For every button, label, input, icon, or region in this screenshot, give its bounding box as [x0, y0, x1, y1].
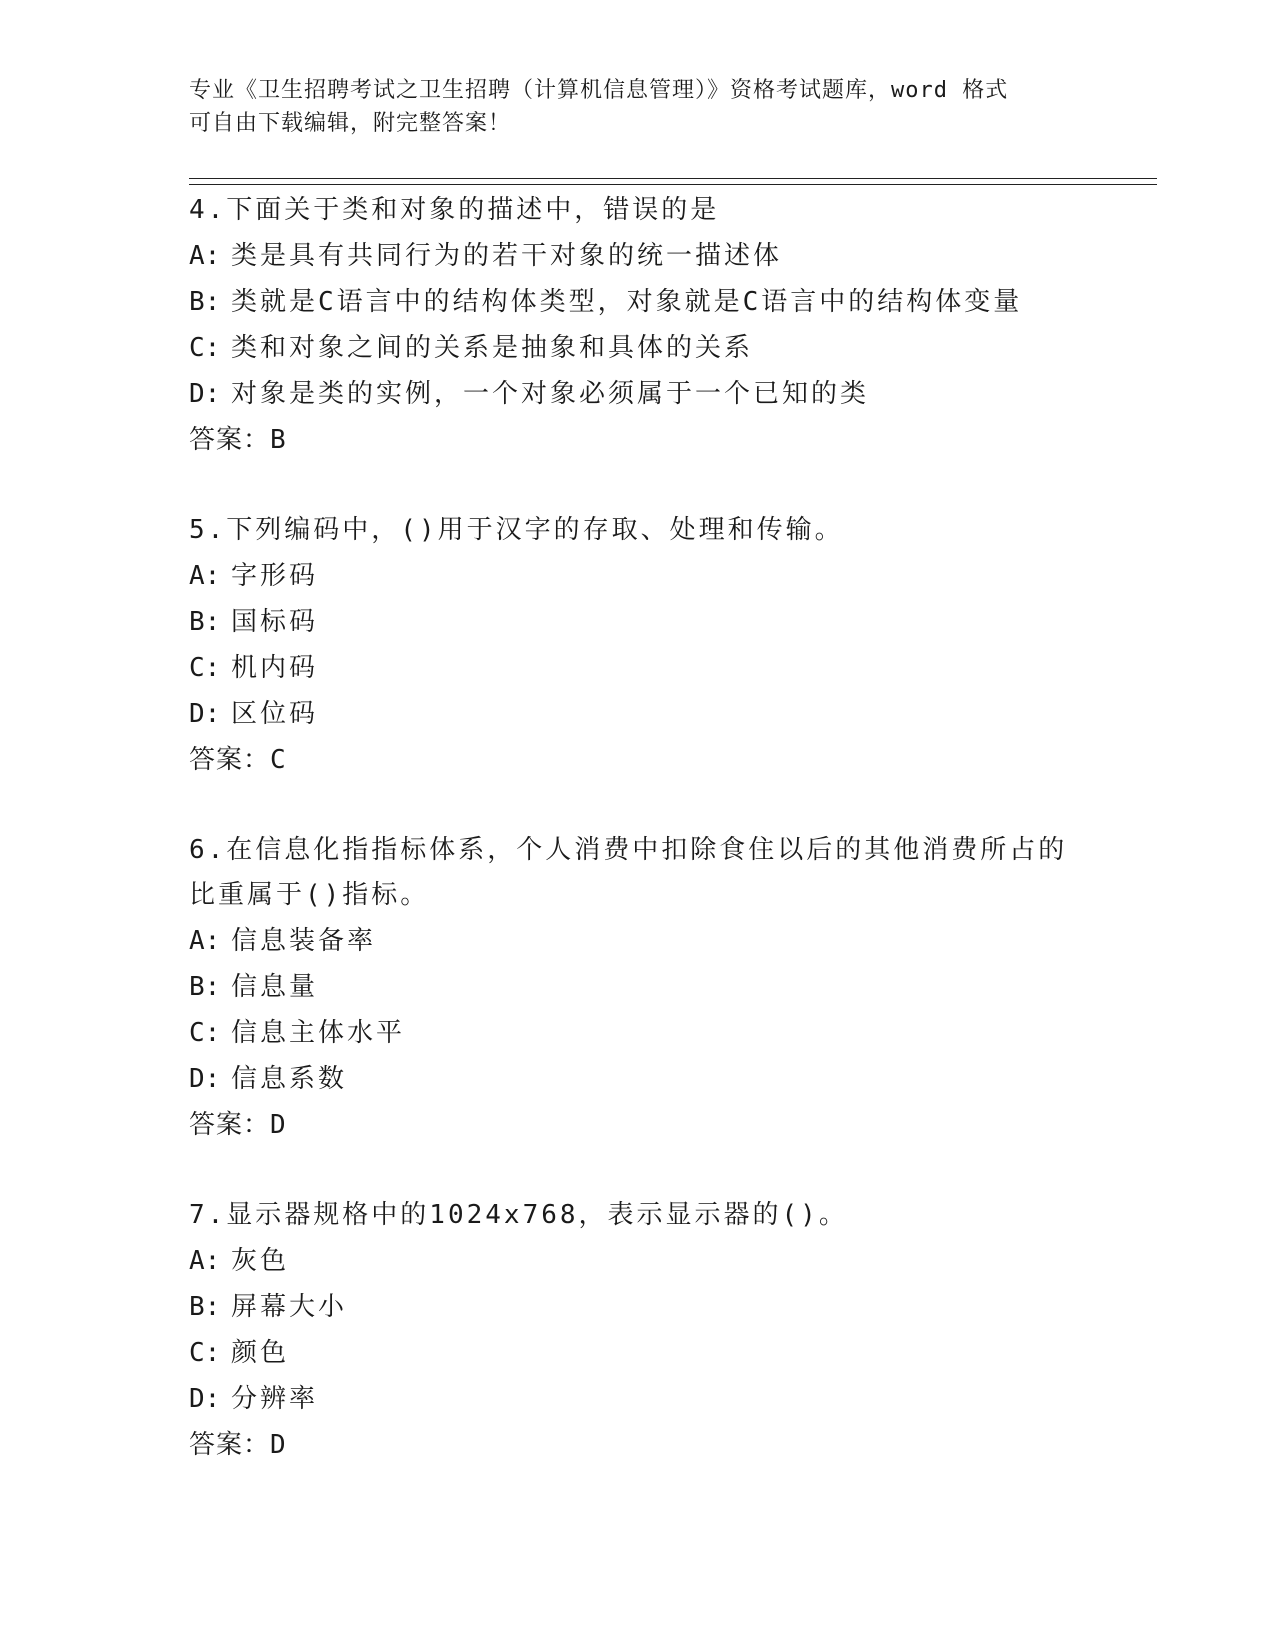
option-text: 信息主体水平: [231, 1018, 406, 1048]
answer-value: D: [270, 1110, 287, 1140]
answer-label: 答案：: [189, 425, 271, 455]
option-c: [189, 325, 1149, 371]
answer-line: [189, 1422, 1149, 1468]
option-a: [189, 1238, 1149, 1284]
option-text: 机内码: [231, 653, 319, 683]
question-stem: [189, 188, 1149, 233]
option-key: C:: [189, 333, 221, 363]
stem-line: 6.在信息化指指标体系，个人消费中扣除食住以后的其他消费所占的: [189, 835, 1068, 865]
answer-label: 答案：: [189, 745, 271, 775]
option-d: [189, 1056, 1149, 1102]
option-a: [189, 553, 1149, 599]
option-key: C:: [189, 1338, 221, 1368]
option-text: 国标码: [231, 607, 319, 637]
document-header: [189, 74, 1089, 140]
option-key: A:: [189, 241, 221, 271]
answer-line: [189, 1102, 1149, 1148]
answer-value: C: [270, 745, 287, 775]
answer-line: [189, 417, 1149, 463]
option-text: 灰色: [231, 1246, 290, 1276]
stem-line: 比重属于()指标。: [189, 880, 430, 910]
option-text: 信息系数: [231, 1064, 348, 1094]
question-stem: [189, 508, 1149, 553]
option-d: [189, 371, 1149, 417]
header-divider-bottom: [189, 184, 1157, 185]
option-text: 类就是C语言中的结构体类型，对象就是C语言中的结构体变量: [231, 287, 1023, 317]
answer-line: [189, 737, 1149, 783]
option-d: [189, 691, 1149, 737]
question-5: [189, 508, 1149, 783]
option-b: [189, 279, 1149, 325]
question-4: [189, 188, 1149, 463]
question-6: [189, 828, 1149, 1148]
option-key: B:: [189, 607, 221, 637]
stem-line: 5.下列编码中，()用于汉字的存取、处理和传输。: [189, 515, 844, 545]
header-line-1: 专业《卫生招聘考试之卫生招聘（计算机信息管理）》资格考试题库，word 格式: [189, 78, 1009, 103]
option-text: 类是具有共同行为的若干对象的统一描述体: [231, 241, 783, 271]
option-key: D:: [189, 699, 221, 729]
option-key: D:: [189, 379, 221, 409]
answer-value: B: [270, 425, 287, 455]
header-line-2: 可自由下载编辑，附完整答案！: [189, 111, 512, 136]
answer-label: 答案：: [189, 1110, 271, 1140]
option-key: A:: [189, 1246, 221, 1276]
question-stem: [189, 828, 1149, 918]
option-b: [189, 1284, 1149, 1330]
question-stem: [189, 1193, 1149, 1238]
option-key: B:: [189, 972, 221, 1002]
option-text: 区位码: [231, 699, 319, 729]
option-c: [189, 1010, 1149, 1056]
question-7: [189, 1193, 1149, 1468]
option-b: [189, 964, 1149, 1010]
option-key: D:: [189, 1064, 221, 1094]
header-divider-top: [189, 178, 1157, 179]
option-c: [189, 645, 1149, 691]
answer-value: D: [270, 1430, 287, 1460]
option-b: [189, 599, 1149, 645]
question-spacer: [189, 1148, 1149, 1193]
question-list: [189, 188, 1149, 1468]
option-a: [189, 918, 1149, 964]
option-text: 信息量: [231, 972, 319, 1002]
option-key: A:: [189, 926, 221, 956]
option-key: D:: [189, 1384, 221, 1414]
stem-line: 7.显示器规格中的1024x768，表示显示器的()。: [189, 1200, 848, 1230]
option-key: A:: [189, 561, 221, 591]
option-text: 对象是类的实例，一个对象必须属于一个已知的类: [231, 379, 870, 409]
option-key: B:: [189, 287, 221, 317]
option-text: 屏幕大小: [231, 1292, 348, 1322]
question-spacer: [189, 463, 1149, 508]
option-d: [189, 1376, 1149, 1422]
option-a: [189, 233, 1149, 279]
stem-line: 4.下面关于类和对象的描述中，错误的是: [189, 195, 720, 225]
question-spacer: [189, 783, 1149, 828]
option-text: 字形码: [231, 561, 319, 591]
answer-label: 答案：: [189, 1430, 271, 1460]
option-text: 信息装备率: [231, 926, 377, 956]
option-c: [189, 1330, 1149, 1376]
option-key: C:: [189, 1018, 221, 1048]
option-text: 颜色: [231, 1338, 290, 1368]
option-text: 分辨率: [231, 1384, 319, 1414]
option-key: B:: [189, 1292, 221, 1322]
option-text: 类和对象之间的关系是抽象和具体的关系: [231, 333, 754, 363]
option-key: C:: [189, 653, 221, 683]
